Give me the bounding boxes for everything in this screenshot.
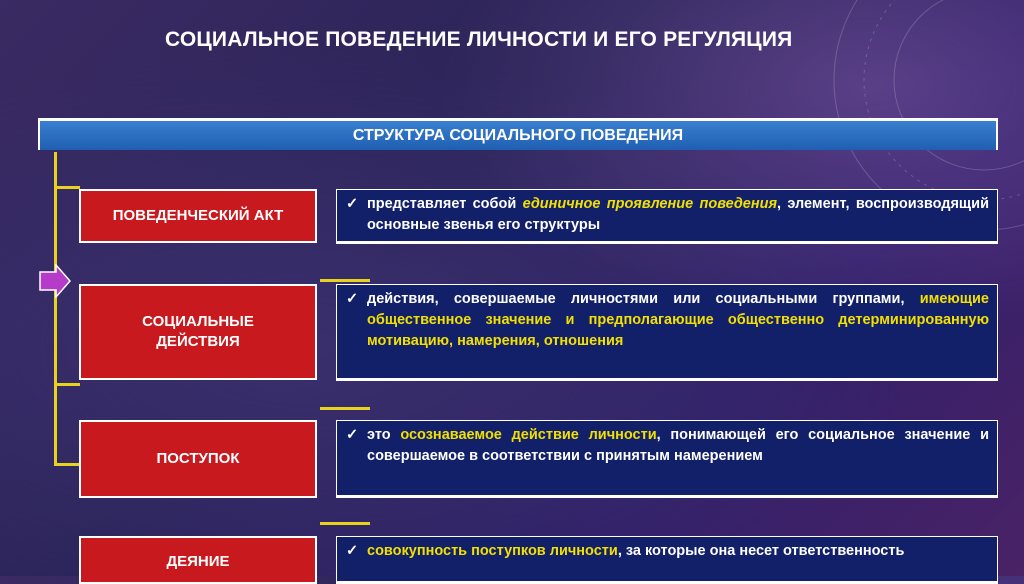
slide-title: СОЦИАЛЬНОЕ ПОВЕДЕНИЕ ЛИЧНОСТИ И ЕГО РЕГУЛЯЦИЯ	[165, 28, 793, 51]
label-deed: ПОСТУПОК	[79, 420, 317, 498]
desc-act: ✓ совокупность поступков личности, за которые она несет ответственность	[336, 536, 998, 584]
pointer-arrow-icon	[38, 264, 72, 298]
checkmark-icon: ✓	[346, 196, 359, 212]
tree-connector-row3	[54, 383, 80, 386]
desc-social-actions: ✓ действия, совершаемые личностями или социальными группами, имеющие общественное значение и предполагающие общественно детерминированную мотивацию, намерения, отношения	[336, 284, 998, 381]
label-act: ДЕЯНИЕ	[79, 536, 317, 584]
tree-connector-bottom	[54, 463, 80, 466]
checkmark-icon: ✓	[346, 543, 359, 559]
row-separator	[320, 279, 370, 282]
tree-connector-vertical	[54, 152, 57, 465]
tree-connector-top	[54, 186, 80, 189]
structure-header: СТРУКТУРА СОЦИАЛЬНОГО ПОВЕДЕНИЯ	[38, 118, 998, 150]
label-social-actions: СОЦИАЛЬНЫЕ ДЕЙСТВИЯ	[79, 284, 317, 380]
row-separator	[320, 522, 370, 525]
label-behavioral-act: ПОВЕДЕНЧЕСКИЙ АКТ	[79, 189, 317, 243]
row-separator	[320, 407, 370, 410]
checkmark-icon: ✓	[346, 427, 359, 443]
desc-behavioral-act: ✓ представляет собой единичное проявление поведения, элемент, воспроизводящий основные звенья его структуры	[336, 189, 998, 244]
desc-deed: ✓ это осознаваемое действие личности, понимающей его социальное значение и совершаемое в соответствии с принятым намерением	[336, 420, 998, 498]
checkmark-icon: ✓	[346, 291, 359, 307]
